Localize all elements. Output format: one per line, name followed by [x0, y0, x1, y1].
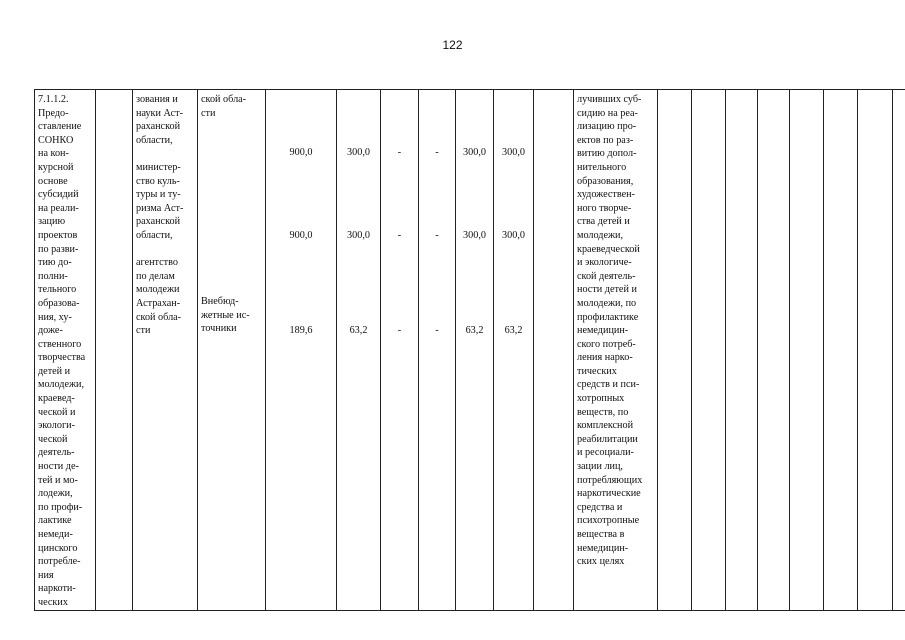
value-y1-2: 300,0	[347, 230, 370, 241]
value-y3-2: -	[435, 230, 439, 241]
measure-description: 7.1.1.2. Предо- ставление СОНКО на кон- курсной основе субсидий на реали- зацию проектов по разви- тию до- полни- тельного образова- ния, ху- доже- ственного творчества детей и молодежи, краевед- ческой и экологи- ческой деятель- ности де- тей и мо- лодежи, по профи- лактике немеди- цинского потребле- ния наркоти- ческих	[38, 94, 86, 608]
program-table	[34, 89, 905, 611]
funding-source-cell	[198, 90, 266, 611]
funding-source-top: ской обла- сти	[201, 94, 247, 119]
year-cell-2	[381, 90, 419, 611]
value-y3-1: -	[435, 147, 439, 158]
value-total-3: 189,6	[289, 325, 313, 336]
empty-cell	[726, 90, 758, 611]
value-total-1: 900,0	[289, 147, 313, 158]
value-y5-3: 63,2	[504, 325, 523, 336]
value-y5-1: 300,0	[502, 147, 525, 158]
empty-cell	[858, 90, 893, 611]
page-number: 122	[442, 38, 463, 52]
executor-text: зования и науки Аст- раханской области, министер- ство куль- туры и ту- ризма Аст- раханской области, агентство по делам молодежи Астрахан- ской обла- сти	[136, 94, 184, 337]
total-cell	[266, 90, 337, 611]
empty-cell	[534, 90, 574, 611]
empty-cell	[790, 90, 824, 611]
empty-cell	[692, 90, 726, 611]
value-y1-1: 300,0	[347, 147, 370, 158]
table-row	[35, 90, 905, 611]
empty-cell	[658, 90, 692, 611]
result-indicator-text: лучивших суб- сидию на реа- лизацию про- ектов по раз- витию допол- нительного образования, художествен- ного творче- ства детей и молодежи, краеведческой и экологиче- ской деятель- ности детей и молодежи, по профилактике немедицин- ского потреб- ления нарко- тических средств и пси- хотропных веществ, по комплексной реабилитации и ресоциали- зации лиц, потребляющих наркотические средства и психотропные вещества в немедицин- ских целях	[577, 94, 643, 568]
value-total-2: 900,0	[289, 230, 313, 241]
empty-cell	[824, 90, 858, 611]
value-y4-3: 63,2	[465, 325, 484, 336]
year-cell-5	[494, 90, 534, 611]
value-y4-2: 300,0	[463, 230, 486, 241]
result-indicator-cell	[574, 90, 658, 611]
year-cell-1	[337, 90, 381, 611]
empty-cell	[893, 90, 905, 611]
value-y2-3: -	[397, 325, 402, 336]
measure-number-cell	[35, 90, 96, 611]
value-y5-2: 300,0	[502, 230, 525, 241]
value-y1-3: 63,2	[349, 325, 368, 336]
empty-cell	[96, 90, 133, 611]
value-y2-2: -	[397, 230, 402, 241]
year-cell-3	[419, 90, 456, 611]
funding-source-bottom: Внебюд- жетные ис- точники	[201, 296, 250, 335]
executor-cell	[133, 90, 198, 611]
value-y4-1: 300,0	[463, 147, 486, 158]
empty-cell	[758, 90, 790, 611]
year-cell-4	[456, 90, 494, 611]
value-y2-1: -	[397, 147, 402, 158]
value-y3-3: -	[435, 325, 439, 336]
